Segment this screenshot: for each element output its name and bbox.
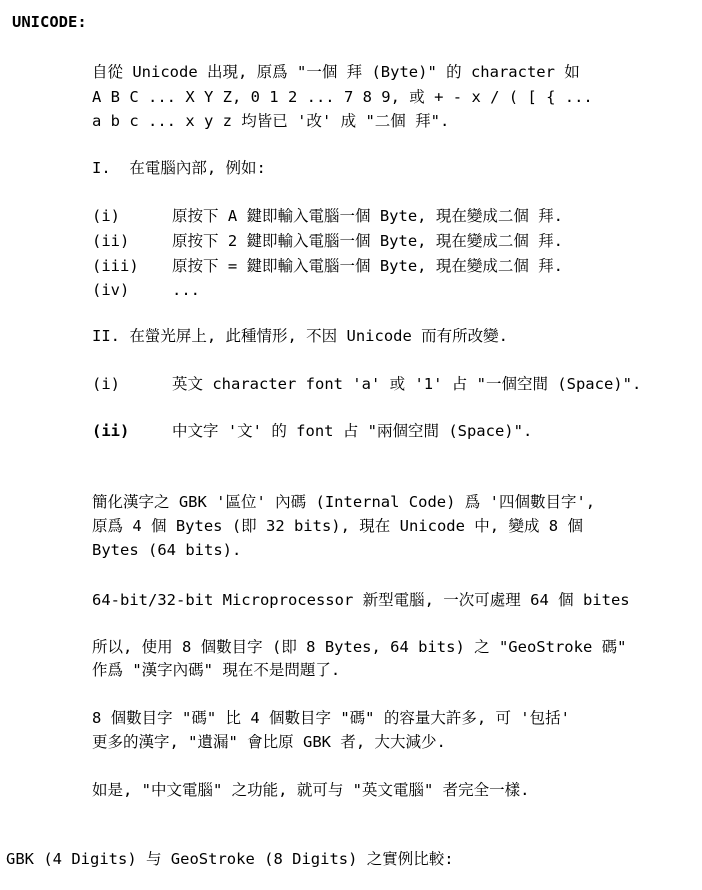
intro-line-1: 自從 Unicode 出現, 原爲 "一個 拜 (Byte)" 的 character 如 bbox=[92, 63, 580, 81]
capacity-line-1: 8 個數目字 "碼" 比 4 個數目字 "碼" 的容量大許多, 可 '包括' bbox=[92, 709, 570, 727]
section-1-item-text: 原按下 = 鍵即輸入電腦一個 Byte, 現在變成二個 拜. bbox=[172, 257, 563, 275]
gbk-line-1: 簡化漢字之 GBK '區位' 內碼 (Internal Code) 爲 '四個數目字', bbox=[92, 493, 596, 511]
conclusion-paragraph: 如是, "中文電腦" 之功能, 就可与 "英文電腦" 者完全一樣. bbox=[92, 781, 530, 799]
gbk-line-2: 原爲 4 個 Bytes (即 32 bits), 現在 Unicode 中, 變成 8 個 bbox=[92, 517, 583, 535]
intro-line-3: a b c ... x y z 均皆已 '改' 成 "二個 拜". bbox=[92, 112, 450, 130]
section-1-item-text: ... bbox=[172, 281, 200, 299]
section-1-item-text: 原按下 A 鍵即輸入電腦一個 Byte, 現在變成二個 拜. bbox=[172, 207, 563, 225]
section-2-item-text: 中文字 '文' 的 font 占 "兩個空間 (Space)". bbox=[172, 422, 533, 440]
geostroke-line-2: 作爲 "漢字內碼" 現在不是問題了. bbox=[92, 661, 341, 679]
section-1-item-number: (iii) bbox=[92, 257, 139, 275]
microprocessor-paragraph: 64-bit/32-bit Microprocessor 新型電腦, 一次可處理 64 個 bites bbox=[92, 591, 630, 609]
intro-line-2: A B C ... X Y Z, 0 1 2 ... 7 8 9, 或 + - x / ( [ { ... bbox=[92, 88, 593, 106]
section-1-item-number: (i) bbox=[92, 207, 120, 225]
section-1-item-number: (ii) bbox=[92, 232, 130, 250]
section-2-item-number: (i) bbox=[92, 375, 120, 393]
gbk-line-3: Bytes (64 bits). bbox=[92, 541, 242, 559]
page-heading: UNICODE: bbox=[12, 13, 87, 31]
capacity-line-2: 更多的漢字, "遺漏" 會比原 GBK 者, 大大減少. bbox=[92, 733, 446, 751]
section-2-item-number: (ii) bbox=[92, 422, 130, 440]
section-1-item-number: (iv) bbox=[92, 281, 130, 299]
section-2-item-text: 英文 character font 'a' 或 '1' 占 "一個空間 (Space)". bbox=[172, 375, 642, 393]
section-1-title: I. 在電腦內部, 例如: bbox=[92, 159, 266, 177]
comparison-heading: GBK (4 Digits) 与 GeoStroke (8 Digits) 之實例比較: bbox=[6, 850, 454, 868]
section-1-item-text: 原按下 2 鍵即輸入電腦一個 Byte, 現在變成二個 拜. bbox=[172, 232, 563, 250]
section-2-title: II. 在螢光屏上, 此種情形, 不因 Unicode 而有所改變. bbox=[92, 327, 508, 345]
geostroke-line-1: 所以, 使用 8 個數目字 (即 8 Bytes, 64 bits) 之 "GeoStroke 碼" bbox=[92, 638, 627, 656]
